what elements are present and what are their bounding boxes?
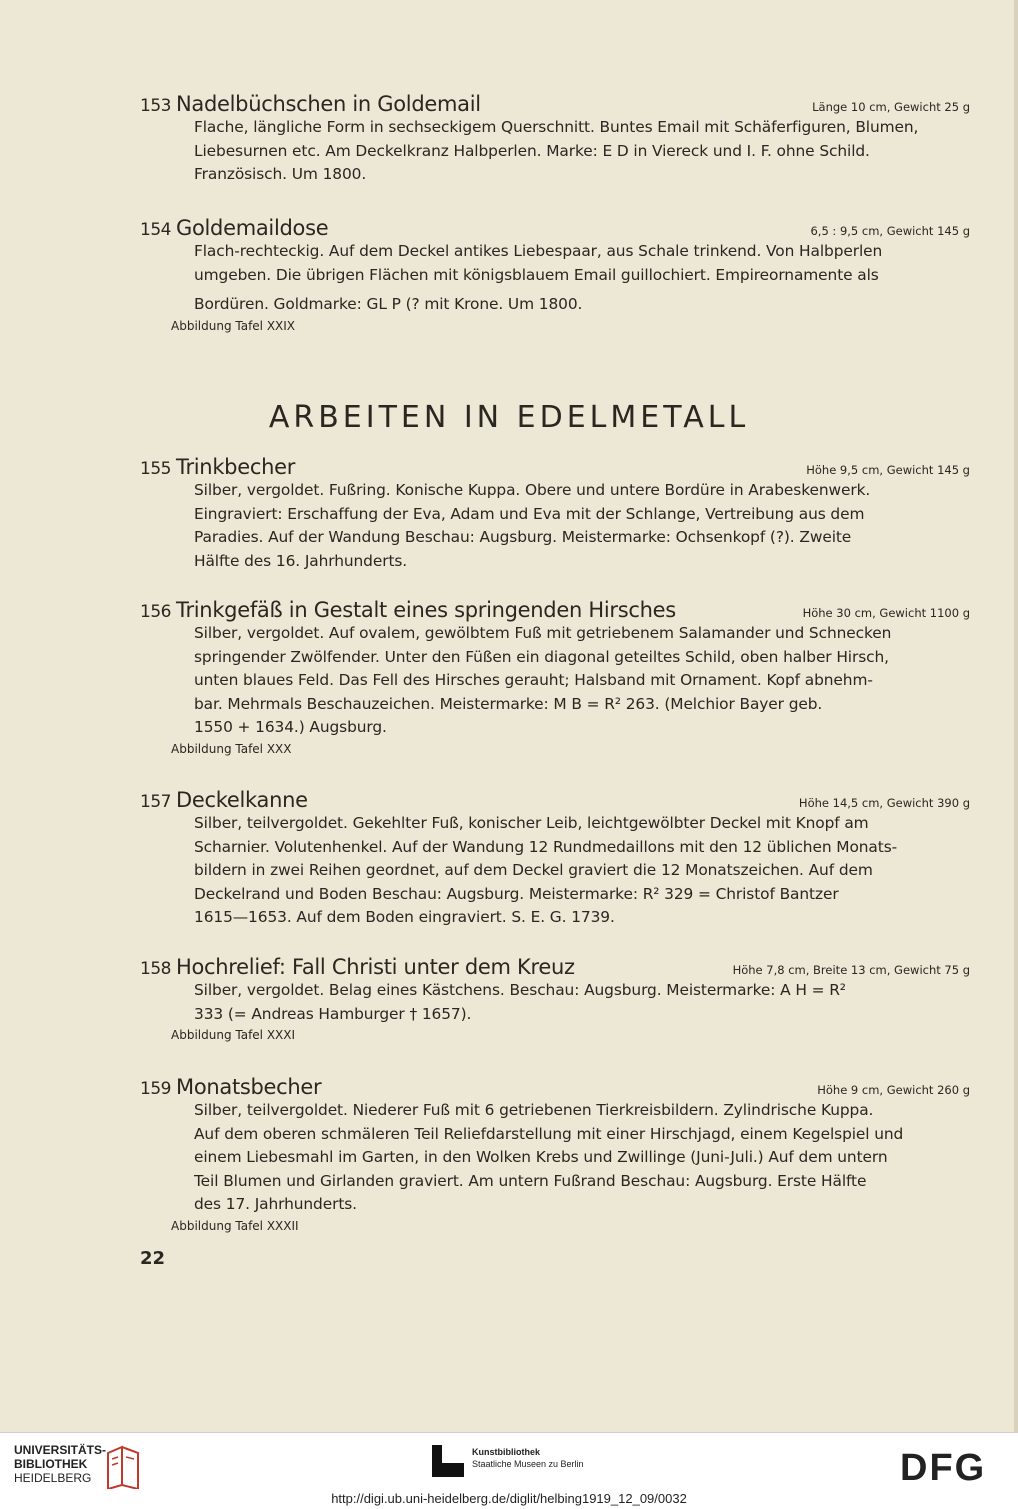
entry-header (140, 788, 970, 812)
entry-title: Trinkbecher (176, 455, 296, 479)
plate-reference: Abbildung Tafel XXXI (171, 1028, 296, 1042)
description-line: Französisch. Um 1800. (194, 165, 367, 183)
description-line: des 17. Jahrhunderts. (194, 1195, 357, 1213)
description-line: bildern in zwei Reihen geordnet, auf dem Deckel graviert die 12 Monatszeichen. Auf dem (194, 861, 873, 879)
catalog-entry-157 (140, 788, 970, 930)
entry-measurements: Höhe 9 cm, Gewicht 260 g (817, 1083, 970, 1097)
description-line: unten blaues Feld. Das Fell des Hirsches gerauht; Halsband mit Ornament. Kopf abnehm- (194, 671, 873, 689)
description-line: Flache, längliche Form in sechseckigem Querschnitt. Buntes Email mit Schäferfiguren, Blumen, (194, 118, 919, 136)
entry-measurements: 6,5 : 9,5 cm, Gewicht 145 g (810, 224, 970, 238)
description-line: Silber, vergoldet. Fußring. Konische Kuppa. Obere und untere Bordüre in Arabeskenwerk. (194, 481, 871, 499)
uni-line: UNIVERSITÄTS- (14, 1443, 107, 1457)
catalog-entry-155 (140, 455, 970, 573)
description-line: Eingraviert: Erschaffung der Eva, Adam und Eva mit der Schlange, Vertreibung aus dem (194, 504, 865, 523)
entry-description (194, 240, 970, 317)
uni-line: HEIDELBERG (14, 1471, 92, 1485)
entry-number: 157 (140, 792, 171, 812)
entry-measurements: Höhe 14,5 cm, Gewicht 390 g (798, 796, 970, 810)
description-line: bar. Mehrmals Beschauzeichen. Meistermarke: M B = R² 263. (Melchior Bayer geb. (194, 694, 823, 713)
description-line: Scharnier. Volutenhenkel. Auf der Wandung 12 Rundmedaillons mit den 12 üblichen Monats- (194, 837, 898, 856)
description-line: Teil Blumen und Girlanden graviert. Am untern Fußrand Beschau: Augsburg. Erste Hälfte (194, 1171, 867, 1190)
description-line: Deckelrand und Boden Beschau: Augsburg. Meistermarke: R² 329 = Christof Bantzer (194, 884, 839, 903)
entry-header (140, 92, 970, 116)
entry-measurements: Höhe 30 cm, Gewicht 1100 g (802, 606, 970, 620)
permalink-url[interactable]: http://digi.ub.uni-heidelberg.de/diglit/helbing1919_12_09/0032 (331, 1491, 687, 1506)
catalog-entry-159 (140, 1075, 970, 1233)
plate-reference: Abbildung Tafel XXX (171, 741, 292, 756)
description-line: Silber, vergoldet. Belag eines Kästchens. Beschau: Augsburg. Meistermarke: A H = R² (194, 981, 846, 999)
footer-bar (0, 1432, 1018, 1509)
university-library-logo-text (14, 1443, 106, 1485)
kunstbibliothek-logo-icon (432, 1445, 464, 1477)
dfg-logo: DFG (900, 1447, 987, 1489)
entry-measurements: Länge 10 cm, Gewicht 25 g (812, 100, 970, 114)
description-line: 1550 + 1634.) Augsburg. (194, 718, 387, 736)
entry-header (140, 1075, 970, 1099)
plate-reference: Abbildung Tafel XXXII (171, 1218, 299, 1233)
entry-measurements: Höhe 7,8 cm, Breite 13 cm, Gewicht 75 g (732, 963, 970, 977)
entry-header (140, 598, 970, 622)
entry-number: 154 (140, 220, 171, 240)
entry-title: Nadelbüchschen in Goldemail (176, 92, 481, 116)
kb-line: Kunstbibliothek (472, 1447, 540, 1457)
plate-reference: Abbildung Tafel XXIX (171, 318, 296, 333)
description-line: 1615—1653. Auf dem Boden eingraviert. S. E. G. 1739. (194, 908, 615, 926)
entry-header (140, 455, 970, 479)
description-line: Paradies. Auf der Wandung Beschau: Augsburg. Meistermarke: Ochsenkopf (?). Zweite (194, 528, 852, 546)
entry-description (194, 979, 970, 1026)
entry-description (194, 116, 970, 187)
catalog-entry-153 (140, 92, 970, 187)
description-line: einem Liebesmahl im Garten, in den Wolken Krebs und Zwillinge (Juni-Juli.) Auf dem untern (194, 1148, 888, 1166)
entry-description (194, 812, 970, 930)
section-heading: ARBEITEN IN EDELMETALL (268, 400, 750, 435)
page-number: 22 (140, 1248, 166, 1269)
entry-description (194, 479, 970, 573)
catalog-entry-154 (140, 216, 970, 333)
uni-line: BIBLIOTHEK (14, 1457, 88, 1471)
description-line: Hälfte des 16. Jahrhunderts. (194, 551, 408, 570)
description-line: springender Zwölfender. Unter den Füßen ein diagonal geteiltes Schild, oben halber Hirsch, (194, 647, 889, 666)
entry-description (194, 1099, 970, 1217)
entry-number: 156 (140, 602, 171, 622)
entry-description (194, 622, 970, 740)
description-line: Silber, teilvergoldet. Gekehlter Fuß, konischer Leib, leichtgewölbter Deckel mit Knopf am (194, 814, 869, 832)
entry-number: 158 (140, 959, 171, 979)
description-line: umgeben. Die übrigen Flächen mit königsblauem Email guillochiert. Empireornamente als (194, 265, 879, 284)
kunstbibliothek-logo-text (472, 1446, 584, 1470)
entry-number: 159 (140, 1079, 171, 1099)
entry-header (140, 955, 970, 979)
university-library-logo-icon (102, 1445, 142, 1489)
description-line: Bordüren. Goldmarke: GL P (? mit Krone. Um 1800. (194, 295, 583, 313)
kb-line: Staatliche Museen zu Berlin (472, 1459, 584, 1469)
entry-number: 155 (140, 459, 171, 479)
catalog-entry-158 (140, 955, 970, 1042)
entry-title: Hochrelief: Fall Christi unter dem Kreuz (176, 955, 575, 979)
entry-title: Deckelkanne (176, 788, 308, 812)
description-line: Liebesurnen etc. Am Deckelkranz Halbperlen. Marke: E D in Viereck und I. F. ohne Schild. (194, 141, 870, 160)
entry-number: 153 (140, 96, 171, 116)
entry-measurements: Höhe 9,5 cm, Gewicht 145 g (806, 463, 970, 477)
description-line: Silber, vergoldet. Auf ovalem, gewölbtem Fuß mit getriebenem Salamander und Schnecken (194, 624, 892, 642)
catalog-entry-156 (140, 598, 970, 756)
entry-title: Goldemaildose (176, 216, 329, 240)
entry-header (140, 216, 970, 240)
description-line: Silber, teilvergoldet. Niederer Fuß mit 6 getriebenen Tierkreisbildern. Zylindrische Kuppa. (194, 1101, 874, 1119)
entry-title: Monatsbecher (176, 1075, 322, 1099)
entry-title: Trinkgefäß in Gestalt eines springenden Hirsches (176, 598, 676, 622)
description-line: Flach-rechteckig. Auf dem Deckel antikes Liebespaar, aus Schale trinkend. Von Halbperlen (194, 242, 883, 260)
description-line: Auf dem oberen schmäleren Teil Reliefdarstellung mit einer Hirschjagd, einem Kegelspiel und (194, 1124, 904, 1143)
description-line: 333 (= Andreas Hamburger † 1657). (194, 1004, 472, 1023)
